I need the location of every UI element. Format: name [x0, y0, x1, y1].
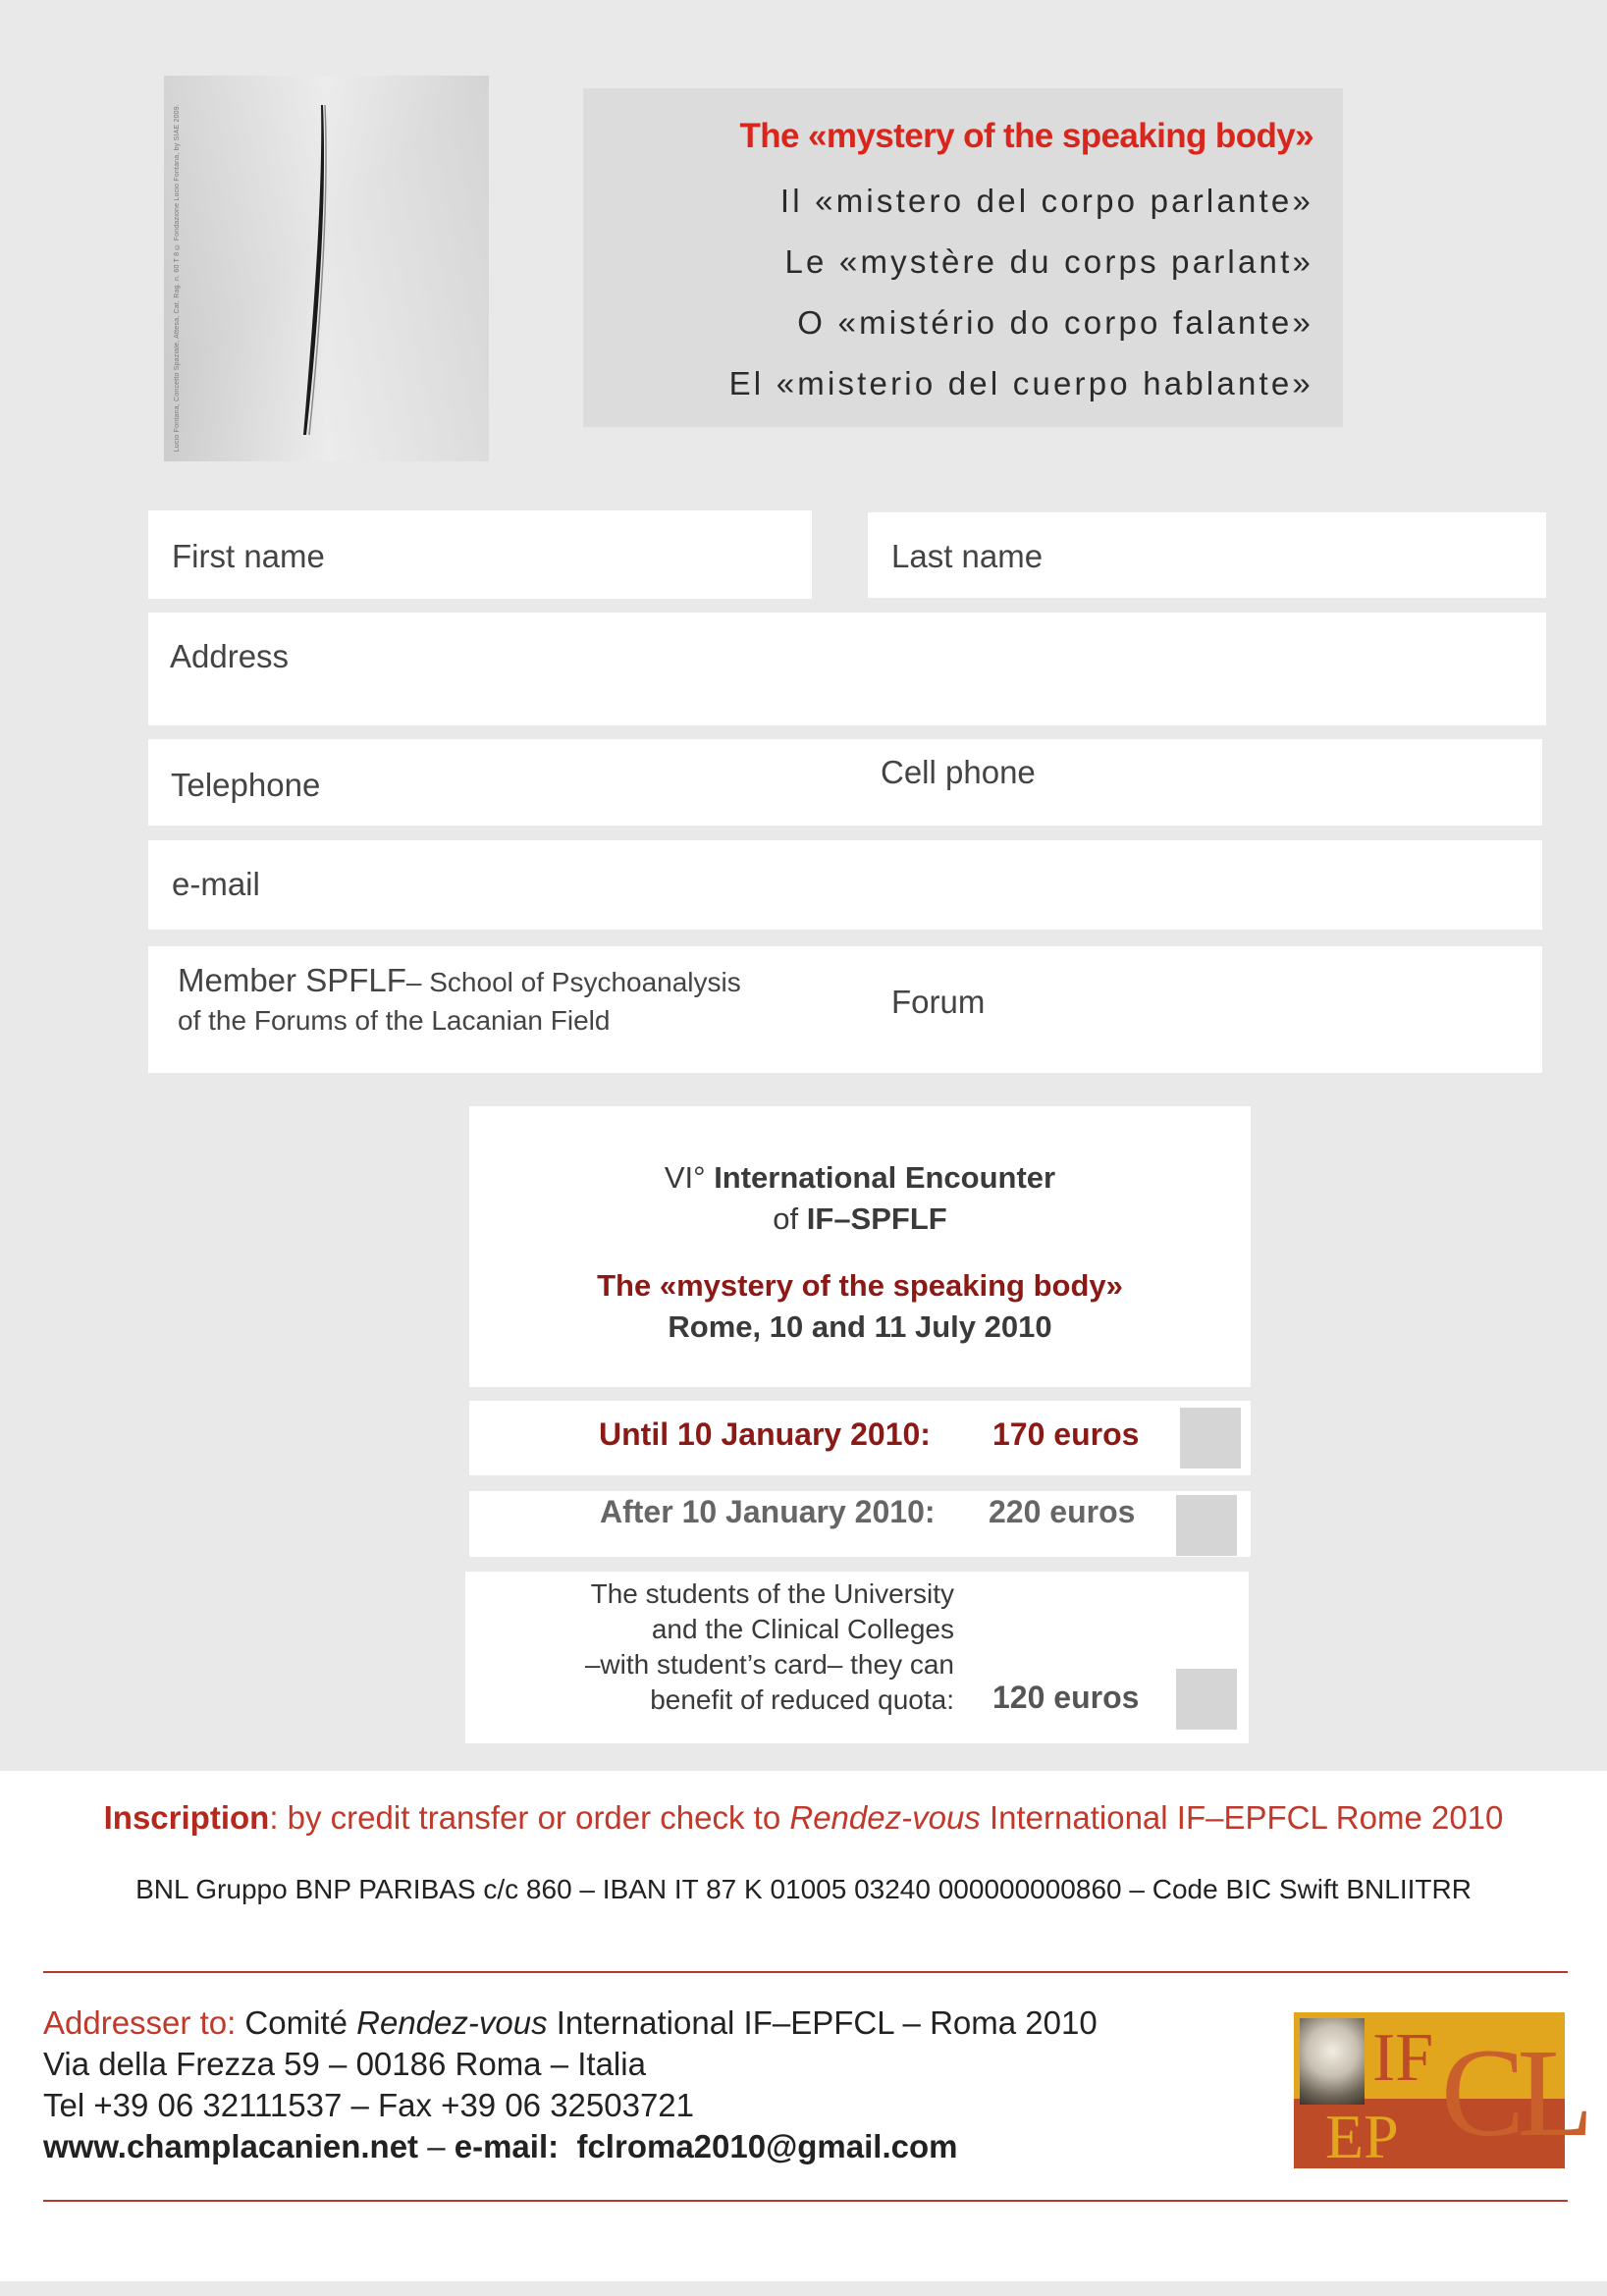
cell-phone-label: Cell phone: [881, 754, 1036, 790]
logo-if: IF: [1372, 2020, 1434, 2096]
logo-ep: EP: [1325, 2102, 1399, 2171]
phone-fax-line: Tel +39 06 32111537 – Fax +39 06 32503721: [43, 2087, 695, 2123]
student-price: 120 euros: [992, 1680, 1140, 1715]
address-field[interactable]: [148, 613, 1546, 725]
inscription-italic: Rendez-vous: [789, 1799, 981, 1836]
email-link[interactable]: fclroma2010@gmail.com: [576, 2128, 958, 2164]
addressee-pre: Comité: [236, 2004, 357, 2041]
divider-top: [43, 1971, 1568, 1973]
student-checkbox[interactable]: [1176, 1669, 1237, 1730]
email-field[interactable]: [148, 840, 1542, 930]
encounter-name: International Encounter: [714, 1160, 1056, 1195]
bank-details: BNL Gruppo BNP PARIBAS c/c 860 – IBAN IT 87 K 01005 03240 000000000860 – Code BIC Swift BNLIITRR: [135, 1874, 1472, 1904]
title-spanish: El «misterio del cuerpo hablante»: [728, 365, 1313, 401]
org-name: IF–SPFLF: [806, 1201, 947, 1236]
title-portuguese: O «mistério do corpo falante»: [797, 304, 1313, 341]
student-conditions: [465, 1576, 954, 1718]
last-name-label: Last name: [891, 538, 1044, 574]
inscription-lead: Inscription: [103, 1799, 270, 1836]
artwork-image: [164, 76, 489, 461]
inscription-line: [0, 1799, 1607, 1837]
slash-artwork: [164, 76, 489, 461]
last-name-field[interactable]: [868, 512, 1546, 598]
student-line-2: and the Clinical Colleges: [651, 1614, 954, 1644]
cell-phone-field[interactable]: [864, 740, 1541, 825]
web-email-line: [43, 2126, 1098, 2167]
web-email-separator: –: [418, 2128, 455, 2164]
multilingual-title: [583, 88, 1343, 427]
late-label: After 10 January 2010:: [600, 1494, 936, 1529]
addresser-label: Addresser to:: [43, 2004, 237, 2041]
price-row-late: [469, 1491, 1251, 1557]
of-word: of: [773, 1201, 799, 1236]
inscription-rest: International IF–EPFCL Rome 2010: [980, 1799, 1504, 1836]
title-french: Le «mystère du corps parlant»: [784, 243, 1313, 280]
encounter-org: [469, 1199, 1251, 1240]
early-price: 170 euros: [992, 1416, 1140, 1452]
divider-bottom: [43, 2200, 1568, 2202]
encounter-info: [469, 1106, 1251, 1387]
encounter-heading: [469, 1106, 1251, 1199]
late-checkbox[interactable]: [1176, 1495, 1237, 1556]
price-row-student: [465, 1572, 1249, 1743]
encounter-dates: Rome, 10 and 11 July 2010: [668, 1309, 1052, 1344]
edition-number: VI°: [664, 1160, 706, 1195]
title-english: The «mystery of the speaking body»: [739, 117, 1313, 155]
addressee-post: International IF–EPFCL – Roma 2010: [547, 2004, 1098, 2041]
first-name-field[interactable]: [148, 510, 812, 599]
early-checkbox[interactable]: [1180, 1408, 1241, 1468]
email-label-text: e-mail:: [454, 2128, 560, 2164]
encounter-title: The «mystery of the speaking body»: [597, 1268, 1123, 1303]
early-label: Until 10 January 2010:: [599, 1416, 931, 1452]
artwork-caption: Lucio Fontana, Concetto Spaziale, Attesa, Cat. Rag. n. 60 T 8 © Fondazione Lucio Fontana, by SIAE 2009.: [174, 103, 181, 452]
member-checkbox-area[interactable]: [148, 946, 777, 1073]
member-desc-1: – School of Psychoanalysis: [405, 967, 741, 997]
contact-address: [43, 2002, 1098, 2167]
telephone-field[interactable]: [148, 740, 835, 825]
portrait-image: [1300, 2018, 1365, 2105]
forum-label: Forum: [891, 984, 986, 1020]
telephone-label: Telephone: [171, 767, 321, 803]
price-row-early: [469, 1401, 1251, 1475]
logo-cl: CL: [1441, 2023, 1586, 2163]
student-line-3: –with student’s card– they can: [584, 1649, 954, 1680]
if-epfcl-logo: [1294, 2012, 1586, 2171]
student-line-4: benefit of reduced quota:: [650, 1684, 954, 1715]
addressee-italic: Rendez-vous: [356, 2004, 548, 2041]
website-link[interactable]: www.champlacanien.net: [43, 2128, 419, 2164]
inscription-text: : by credit transfer or order check to: [269, 1799, 790, 1836]
addressee-line: [43, 2002, 1098, 2044]
title-italian: Il «mistero del corpo parlante»: [779, 183, 1313, 219]
member-prefix: Member SPFLF: [178, 962, 406, 998]
address-label: Address: [170, 638, 290, 674]
member-desc-2: of the Forums of the Lacanian Field: [178, 1005, 611, 1036]
student-line-1: The students of the University: [590, 1578, 954, 1609]
first-name-label: First name: [172, 538, 325, 574]
street-line: Via della Frezza 59 – 00186 Roma – Italia: [43, 2046, 646, 2082]
forum-field[interactable]: [864, 946, 1541, 1073]
email-label: e-mail: [172, 866, 260, 902]
late-price: 220 euros: [989, 1494, 1136, 1529]
